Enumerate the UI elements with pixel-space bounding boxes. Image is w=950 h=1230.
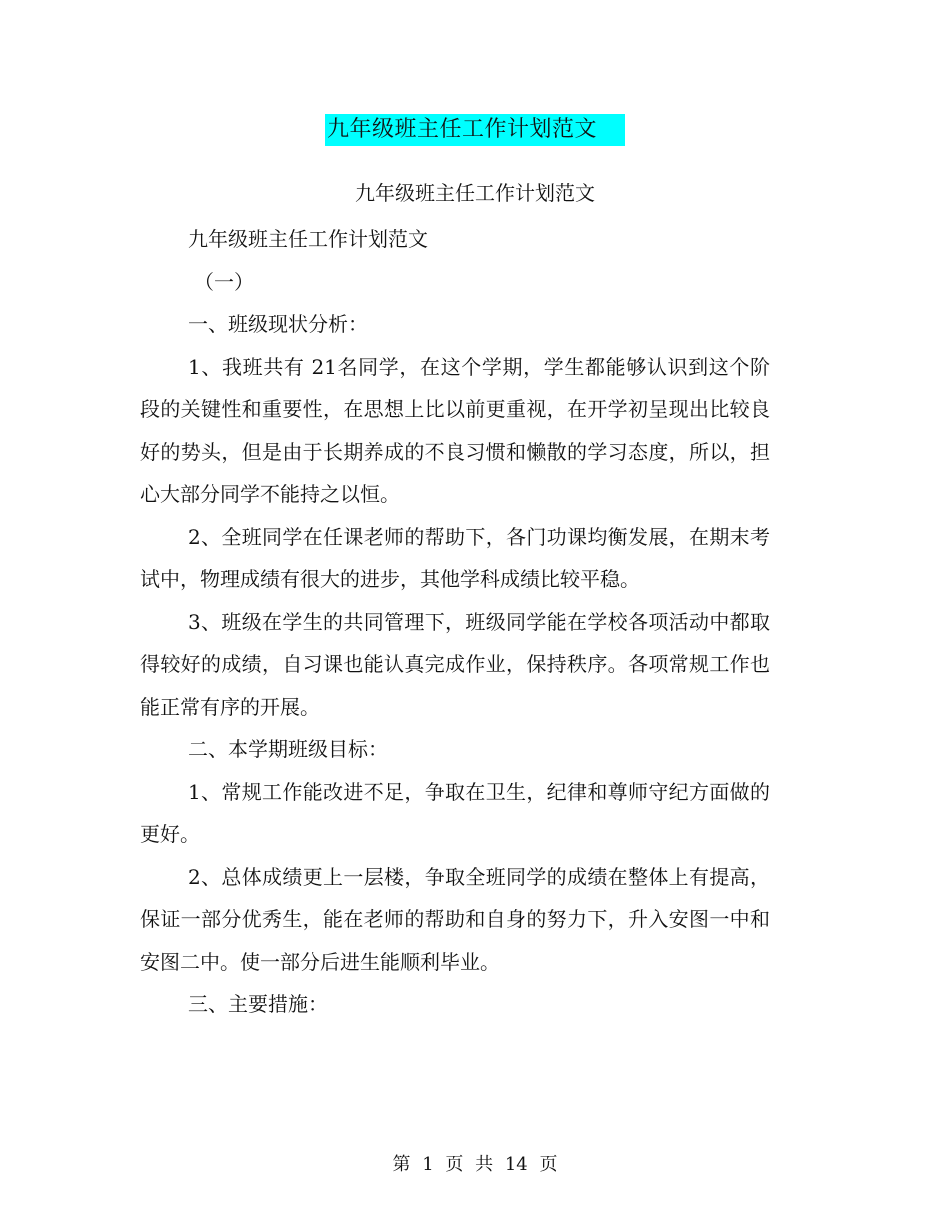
section-heading-1: 一、班级现状分析： [188, 312, 368, 336]
title-container [0, 114, 950, 146]
document-body [140, 218, 770, 1026]
paragraph-1-2: 2、全班同学在任课老师的帮助下，各门功课均衡发展，在期末考试中，物理成绩有很大的进步，其他学科成绩比较平稳。 [140, 524, 770, 591]
section-heading-2: 二、本学期班级目标： [188, 737, 388, 761]
paragraph-section-number: （一） [194, 269, 254, 294]
document-title: 九年级班主任工作计划范文 [325, 114, 625, 146]
section-heading-3: 三、主要措施： [188, 992, 328, 1016]
page-footer: 第 1 页 共 14 页 [392, 1154, 558, 1175]
paragraph-1-1: 1、我班共有 21名同学，在这个学期，学生都能够认识到这个阶段的关键性和重要性，在思想上比以前更重视，在开学初呈现出比较良好的势头，但是由于长期养成的不良习惯和懒散的学习态度，所以，担心大部分同学不能持之以恒。 [140, 354, 770, 506]
paragraph-1-3: 3、班级在学生的共同管理下，班级同学能在学校各项活动中都取得较好的成绩，自习课也能认真完成作业，保持秩序。各项常规工作也能正常有序的开展。 [140, 609, 770, 719]
paragraph-2-1: 1、常规工作能改进不足，争取在卫生，纪律和尊师守纪方面做的更好。 [140, 779, 770, 846]
paragraph-2-2: 2、总体成绩更上一层楼，争取全班同学的成绩在整体上有提高，保证一部分优秀生，能在老师的帮助和自身的努力下，升入安图一中和安图二中。使一部分后进生能顺利毕业。 [140, 864, 770, 974]
paragraph-heading: 九年级班主任工作计划范文 [188, 227, 428, 251]
document-subtitle: 九年级班主任工作计划范文 [355, 181, 595, 205]
